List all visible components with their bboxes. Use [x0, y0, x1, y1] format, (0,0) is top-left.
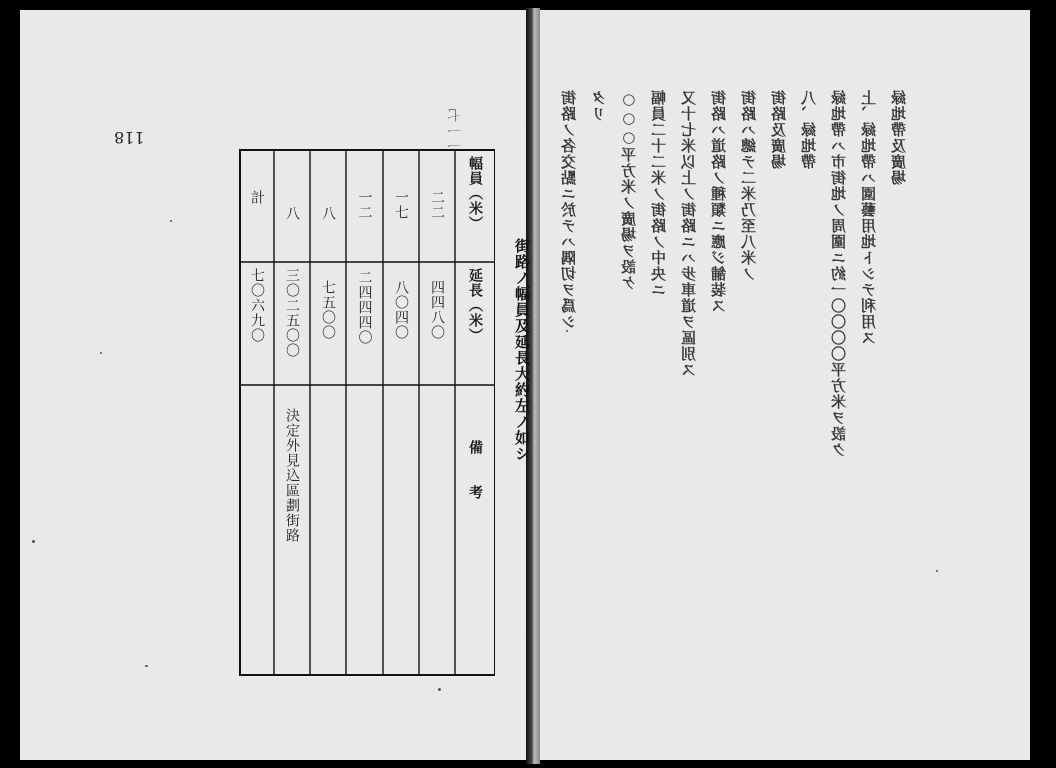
header-note: 備 考 — [467, 440, 483, 500]
right-page-number: 一一七 — [447, 107, 463, 152]
table-cell-length: 七五〇〇 — [320, 280, 336, 340]
table-caption: 街路ノ幅員及延長大約左ノ如シ — [513, 238, 531, 462]
table-cell-width: 一七 — [393, 190, 409, 220]
right-page-body-text — [556, 90, 908, 710]
table-cell-length: 四四八〇 — [429, 280, 445, 340]
table-cell-length: 八〇四〇 — [393, 280, 409, 340]
body-line: 八、緑地帶 — [800, 90, 818, 170]
table-cell-total-label: 計 — [249, 190, 265, 205]
table-cell-length: 二四四四〇 — [356, 270, 373, 345]
table-cell-length: 三〇二五〇〇 — [284, 268, 300, 358]
table-cell-width: 八 — [284, 206, 300, 221]
body-line: 街路ハ道路ノ種類ニ應ジ舗装ス — [710, 90, 728, 314]
body-line: タリ — [590, 90, 608, 122]
table-cell-width: 八 — [320, 206, 336, 221]
body-line: 緑地帶ハ市街地ノ周圍ニ約一〇〇〇〇平方米ヲ設ク — [830, 90, 848, 458]
body-line: 緑地帶及廣場 — [890, 90, 908, 186]
body-line: 街路ノ各交點ニ於テハ隅切ヲ爲シ — [560, 90, 578, 330]
body-line: 幅員二十二米ノ街路ノ中央ニ — [650, 90, 668, 298]
table-cell-width: 一二 — [356, 190, 373, 220]
body-line: 街路ハ總テ二米乃至八米ノ — [740, 90, 758, 282]
body-line: ○○○平方米ノ廣場ヲ設ケ — [620, 90, 638, 291]
header-length: 延長（米） — [467, 268, 483, 343]
street-width-length-table — [220, 140, 495, 680]
table-cell-note: 決定外見込區劃街路 — [284, 408, 300, 543]
left-page-number: 118 — [114, 128, 145, 147]
body-line: 上、緑地帶ハ園藝用地トシテ利用ス — [860, 90, 878, 346]
body-line: 街路及廣場 — [770, 90, 788, 170]
table-cell-width: 二二 — [429, 190, 445, 220]
body-line: 又十七米以上ノ街路ニハ步車道ヲ區別ス — [680, 90, 698, 378]
table-cell-total-length: 七〇六九〇 — [249, 268, 265, 343]
header-width: 幅員（米） — [467, 156, 483, 231]
